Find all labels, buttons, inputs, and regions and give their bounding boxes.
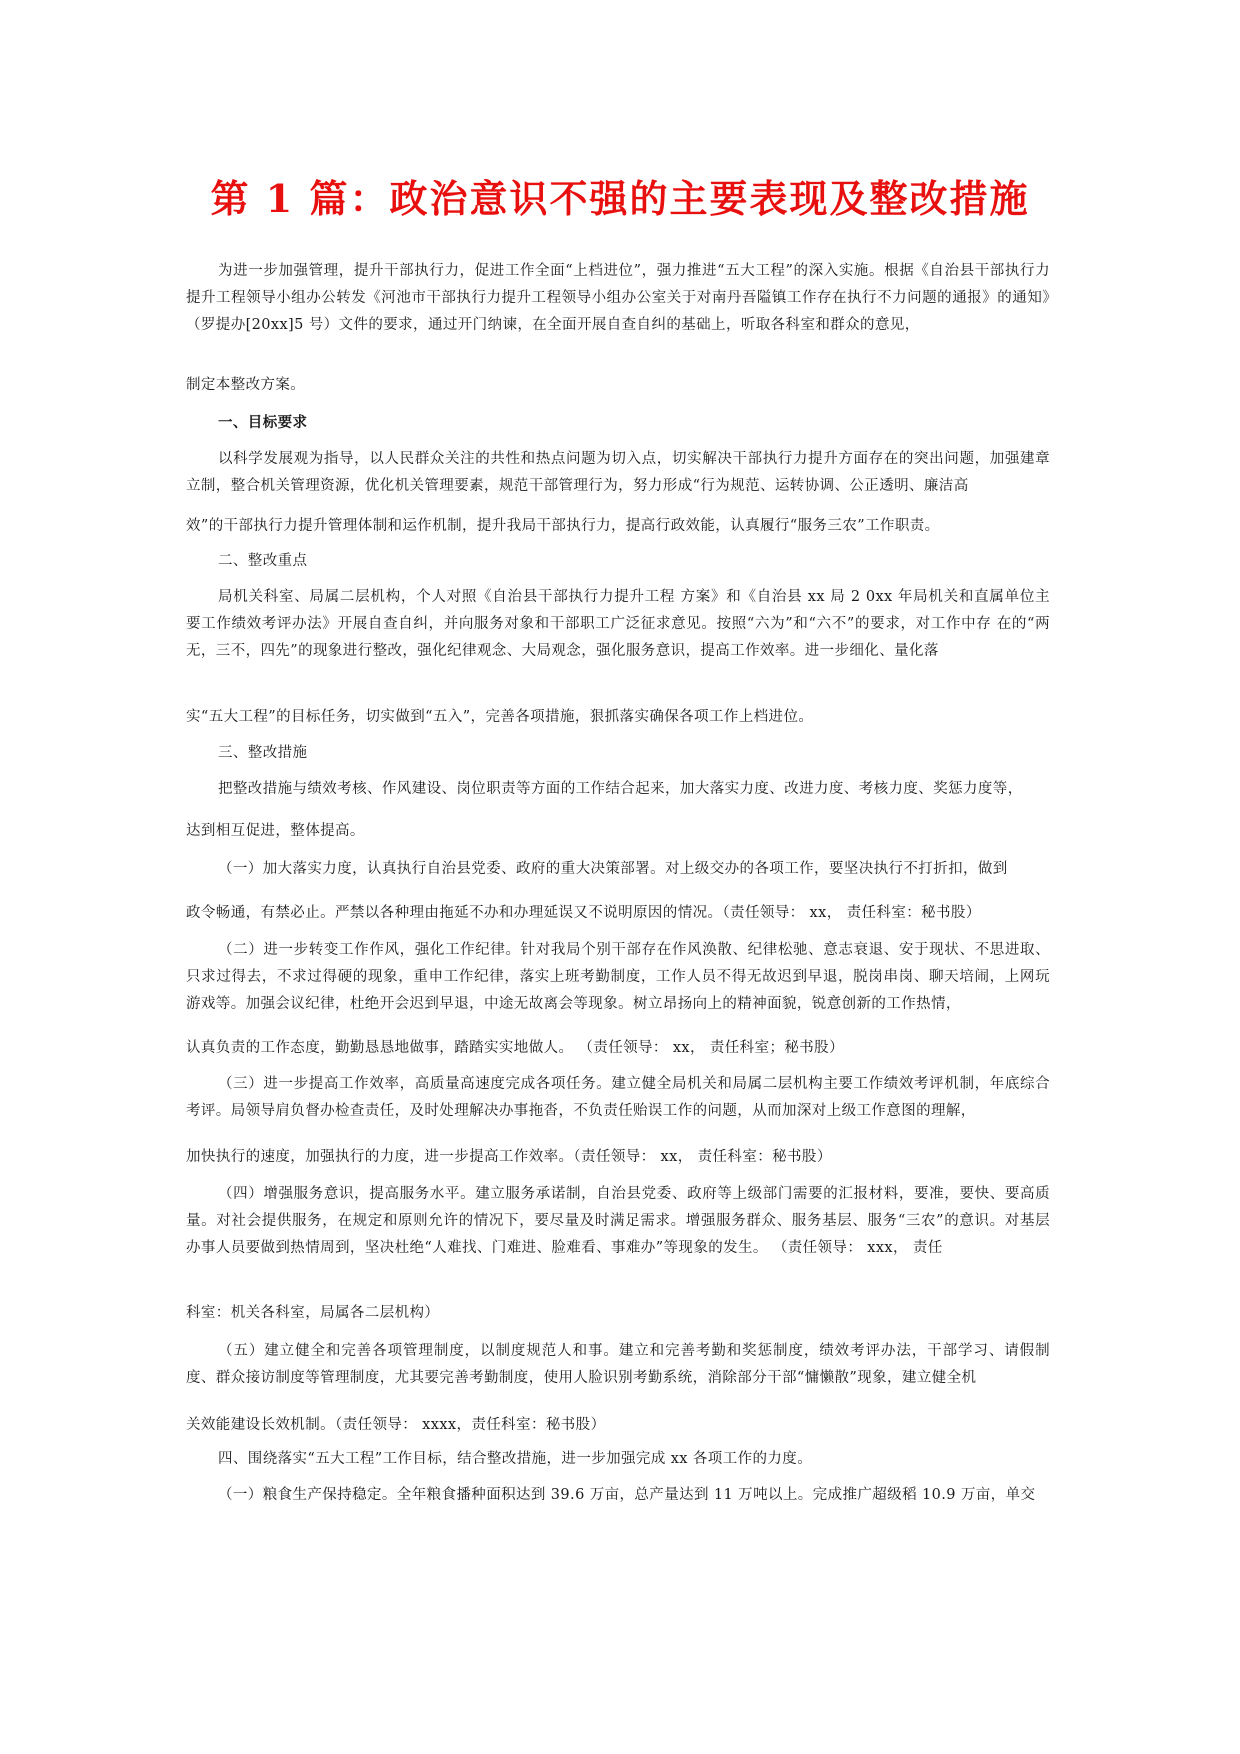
- measure-2-paragraph-continued: 认真负责的工作态度，勤勤恳恳地做事，踏踏实实地做人。 （责任领导： xx， 责任科室；秘书股）: [186, 1040, 844, 1056]
- section-heading-goals: 一、目标要求: [218, 415, 308, 431]
- measures-paragraph: 把整改措施与绩效考核、作风建设、岗位职责等方面的工作结合起来，加大落实力度、改进力度、考核力度、奖惩力度等，: [218, 781, 1023, 797]
- measure-1-paragraph-continued: 政令畅通，有禁必止。严禁以各种理由拖延不办和办理延误又不说明原因的情况。（责任领导： xx， 责任科室：秘书股）: [186, 905, 981, 921]
- measure-5-paragraph: （五）建立健全和完善各项管理制度，以制度规范人和事。建立和完善考勤和奖惩制度，绩效考评办法，干部学习、请假制度、群众接访制度等管理制度，尤其要完善考勤制度，使用人脸识别考勤系统，消除部分干部“慵懒散”现象，建立健全机: [186, 1343, 1050, 1386]
- intro-paragraph: 为进一步加强管理，提升干部执行力，促进工作全面“上档进位”，强力推进“五大工程”的深入实施。根据《自治县干部执行力提升工程领导小组办公转发《河池市干部执行力提升工程领导小组办公室关于对南丹吾隘镇工作存在执行不力问题的通报》的通知》（罗提办[20xx]5 号）文件的要求，通过开门纳谏，在全面开展自查自纠的基础上，听取各科室和群众的意见，: [186, 263, 1050, 333]
- section-heading-focus: 二、整改重点: [218, 553, 308, 569]
- goals-paragraph-continued: 效”的干部执行力提升管理体制和运作机制，提升我局干部执行力，提高行政效能，认真履行“服务三农”工作职责。: [186, 518, 940, 534]
- measure-5-paragraph-continued: 关效能建设长效机制。（责任领导： xxxx，责任科室：秘书股）: [186, 1417, 606, 1433]
- measure-4-paragraph: （四）增强服务意识，提高服务水平。建立服务承诺制，自治县党委、政府等上级部门需要的汇报材料，要准，要快、要高质量。对社会提供服务，在规定和原则允许的情况下，要尽量及时满足需求。增强服务群众、服务基层、服务“三农”的意识。对基层办事人员要做到热情周到，坚决杜绝“人难找、门难进、脸难看、事难办”等现象的发生。 （责任领导： xxx， 责任: [186, 1186, 1050, 1256]
- measure-3-paragraph-continued: 加快执行的速度，加强执行的力度，进一步提高工作效率。（责任领导： xx， 责任科室：秘书股）: [186, 1149, 832, 1165]
- focus-paragraph-continued: 实“五大工程”的目标任务，切实做到“五入”，完善各项措施，狠抓落实确保各项工作上档进位。: [186, 709, 814, 725]
- focus-paragraph: 局机关科室、局属二层机构，个人对照《自治县干部执行力提升工程 方案》和《自治县 xx 局 2 0xx 年局机关和直属单位主 要工作绩效考评办法》开展自查自纠，并向服务对象和干部职工广泛征求意见。按照“六为”和“六不”的要求，对工作中存 在的“两无，三不，四先”的现象进行整改，强化纪律观念、大局观念，强化服务意识，提高工作效率。进一步细化、量化落: [186, 589, 1050, 659]
- measure-2-paragraph: （二）进一步转变工作作风，强化工作纪律。针对我局个别干部存在作风涣散、纪律松驰、意志衰退、安于现状、不思进取、只求过得去，不求过得硬的现象，重申工作纪律，落实上班考勤制度，工作人员不得无故迟到早退，脱岗串岗、聊天培闹，上网玩游戏等。加强会议纪律，杜绝开会迟到早退，中途无故离会等现象。树立昂扬向上的精神面貌，锐意创新的工作热情，: [186, 942, 1050, 1012]
- section-heading-measures: 三、整改措施: [218, 745, 308, 761]
- measures-paragraph-continued: 达到相互促进，整体提高。: [186, 823, 365, 839]
- grain-production-paragraph: （一）粮食生产保持稳定。全年粮食播种面积达到 39.6 万亩，总产量达到 11 万吨以上。完成推广超级稻 10.9 万亩，单交: [218, 1487, 1036, 1503]
- measure-3-paragraph: （三）进一步提高工作效率，高质量高速度完成各项任务。建立健全局机关和局属二层机构主要工作绩效考评机制，年底综合考评。局领导肩负督办检查责任，及时处理解决办事拖沓，不负责任贻误工作的问题，从而加深对上级工作意图的理解，: [186, 1076, 1050, 1119]
- goals-paragraph: 以科学发展观为指导，以人民群众关注的共性和热点问题为切入点，切实解决干部执行力提升方面存在的突出问题，加强建章立制，整合机关管理资源，优化机关管理要素，规范干部管理行为，努力形成“行为规范、运转协调、公正透明、廉洁高: [186, 451, 1050, 494]
- document-title: 第 1 篇：政治意识不强的主要表现及整改措施: [210, 176, 1030, 221]
- measure-4-paragraph-continued: 科室：机关各科室，局属各二层机构）: [186, 1305, 440, 1321]
- section-heading-five-projects: 四、围绕落实“五大工程”工作目标，结合整改措施，进一步加强完成 xx 各项工作的力度。: [218, 1451, 813, 1467]
- measure-1-paragraph: （一）加大落实力度，认真执行自治县党委、政府的重大决策部署。对上级交办的各项工作，要坚决执行不打折扣，做到: [218, 861, 1008, 877]
- intro-paragraph-continued: 制定本整改方案。: [186, 377, 306, 393]
